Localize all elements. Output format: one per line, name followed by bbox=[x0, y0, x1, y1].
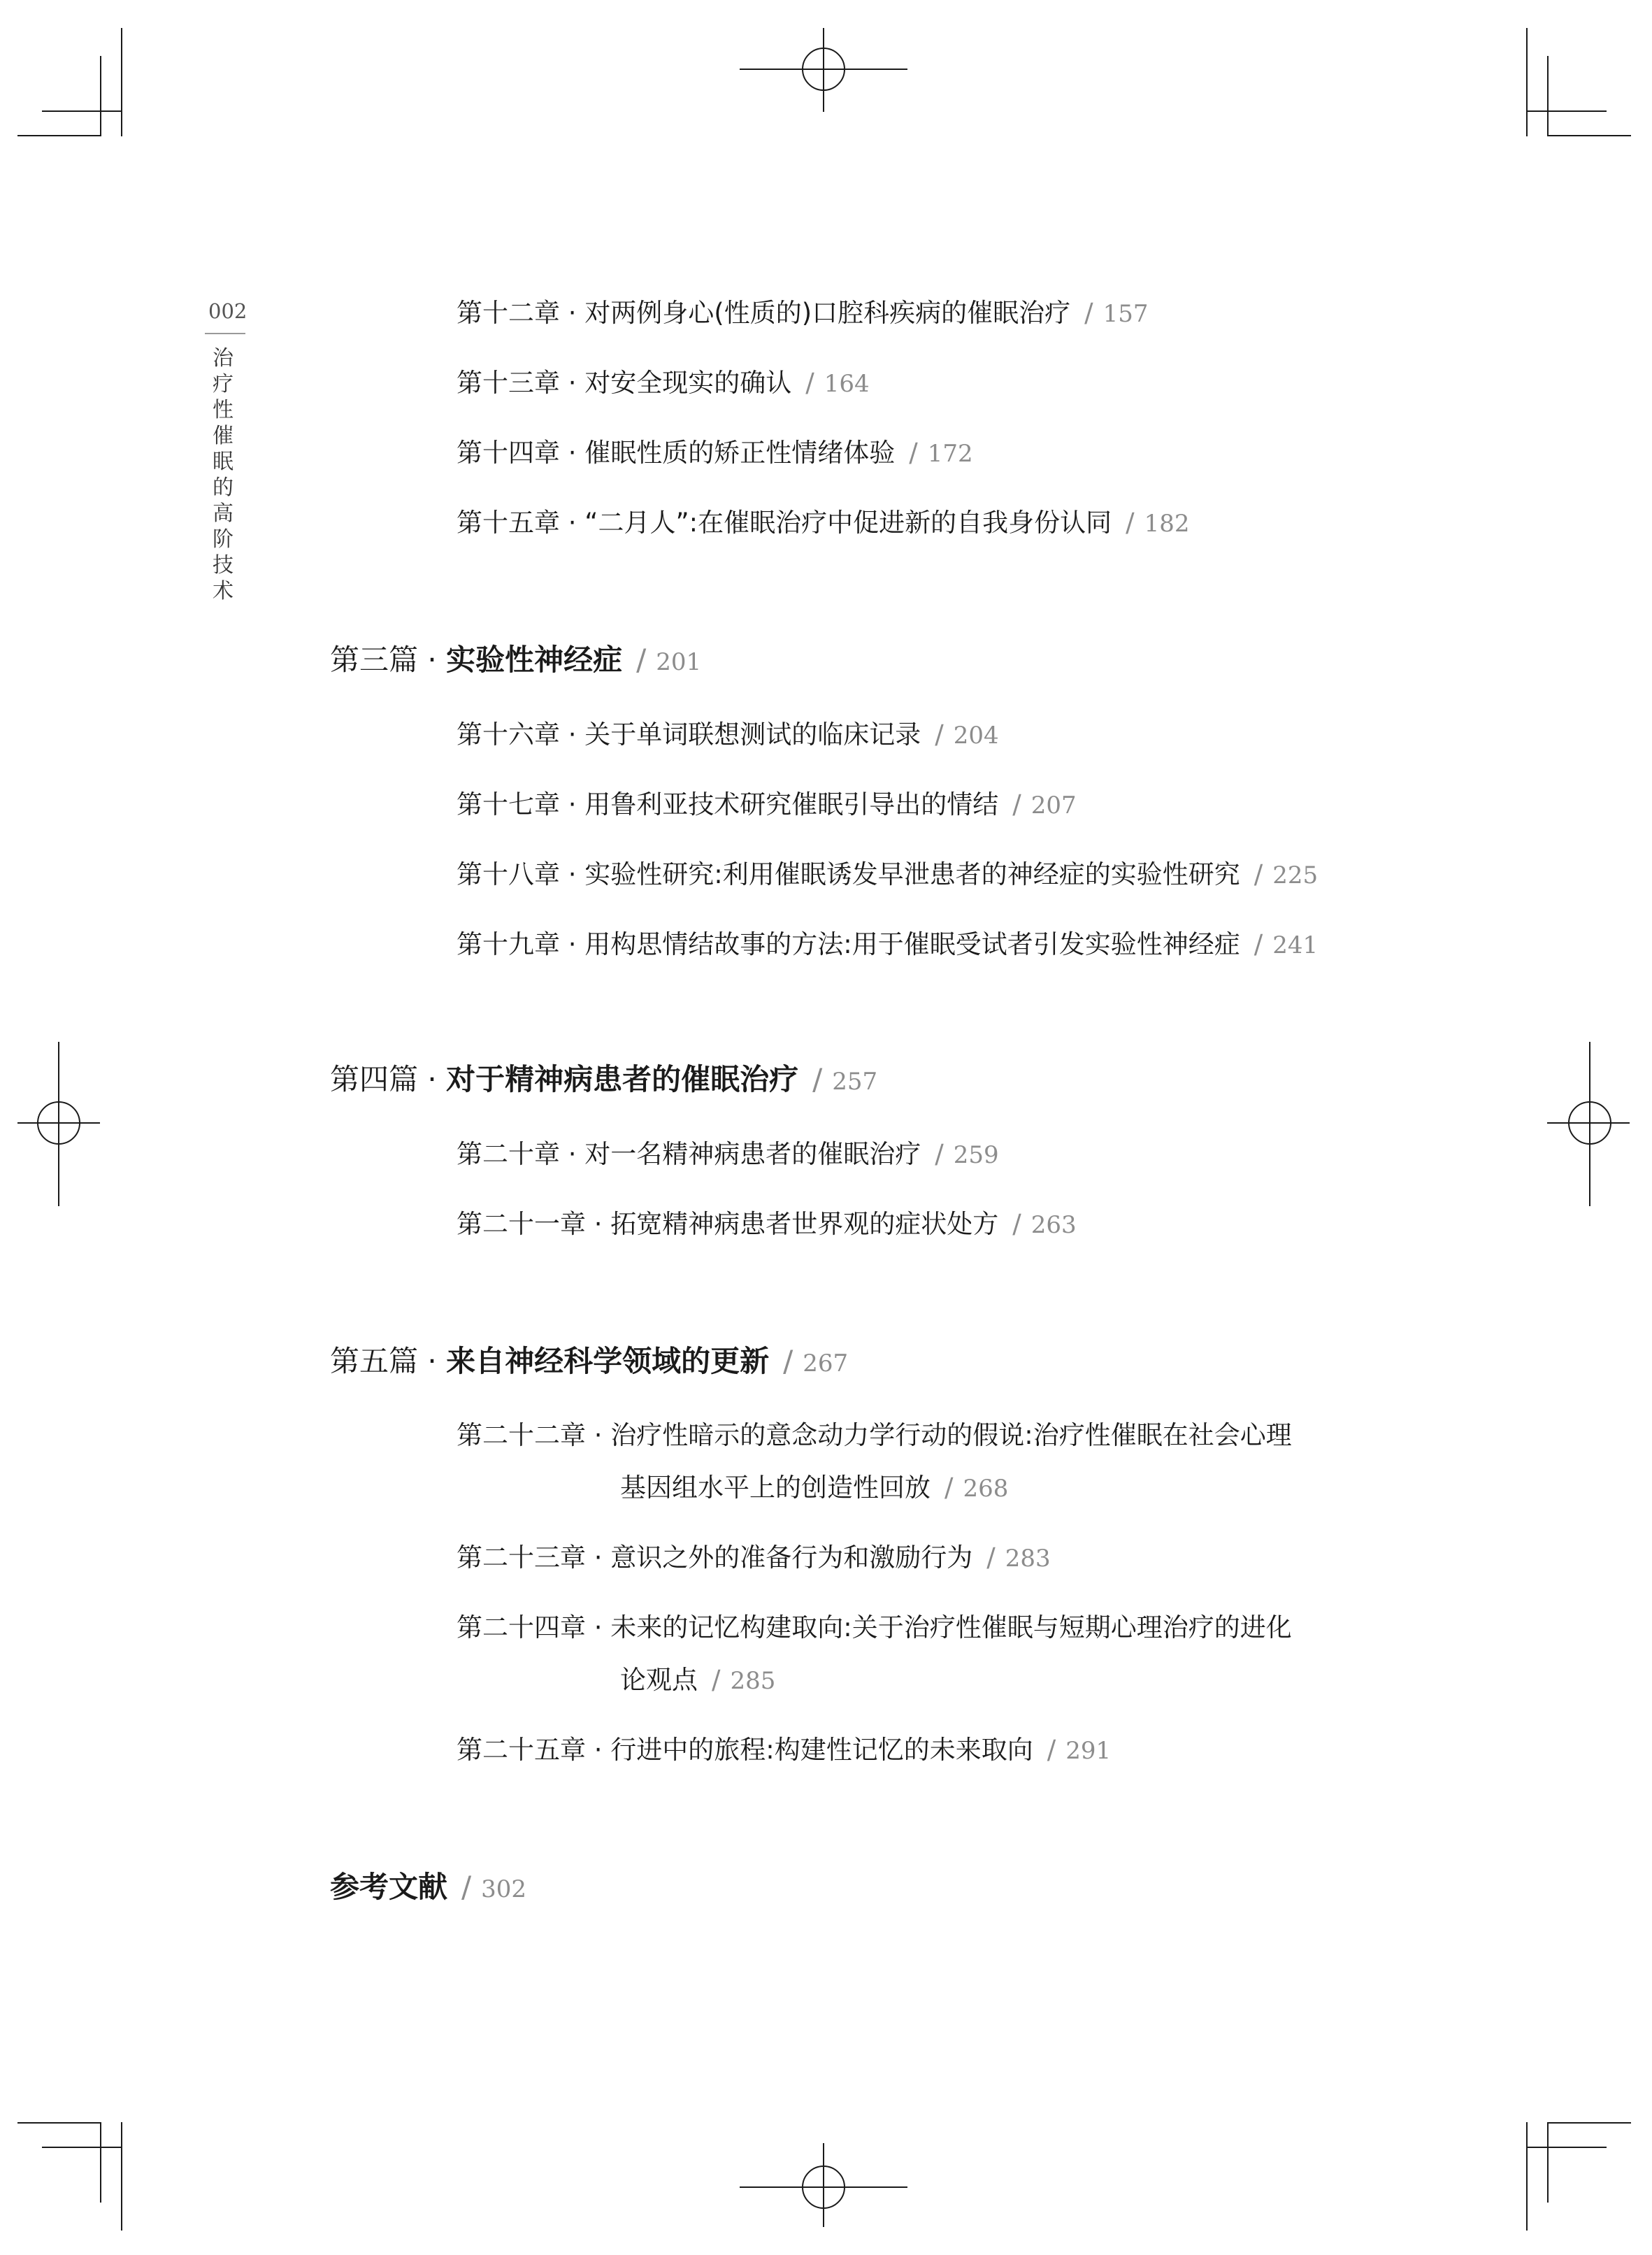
chapter-title: 催眠性质的矫正性情绪体验 bbox=[584, 438, 896, 468]
crop-mark bbox=[1547, 135, 1631, 136]
separator: · bbox=[568, 929, 577, 959]
page-ref: 204 bbox=[953, 722, 999, 750]
separator: · bbox=[594, 1542, 603, 1573]
crop-mark bbox=[1547, 2122, 1549, 2203]
slash: / bbox=[1012, 789, 1021, 819]
separator: · bbox=[568, 789, 577, 819]
crop-mark bbox=[1547, 2122, 1631, 2124]
slash: / bbox=[1084, 298, 1093, 328]
chapter-title: 对一名精神病患者的催眠治疗 bbox=[584, 1139, 921, 1169]
separator: · bbox=[594, 1612, 603, 1642]
registration-circle bbox=[1568, 1101, 1611, 1145]
slash: / bbox=[1254, 929, 1263, 959]
chapter-title: 实验性研究:利用催眠诱发早泄患者的神经症的实验性研究 bbox=[584, 859, 1240, 889]
chapter-label: 第二十一章 bbox=[457, 1209, 586, 1239]
toc-chapter-continuation[interactable] bbox=[620, 1471, 1008, 1505]
chapter-label: 第二十四章 bbox=[457, 1612, 586, 1642]
toc-chapter[interactable] bbox=[457, 928, 1318, 962]
crop-mark bbox=[42, 110, 122, 112]
chapter-title-line2: 论观点 bbox=[620, 1665, 698, 1695]
chapter-label: 第二十二章 bbox=[457, 1420, 586, 1450]
toc-chapter[interactable] bbox=[457, 1419, 1292, 1452]
chapter-label: 第十七章 bbox=[457, 789, 560, 819]
registration-circle bbox=[37, 1101, 80, 1145]
chapter-title: 意识之外的准备行为和激励行为 bbox=[610, 1542, 973, 1573]
chapter-title: “二月人”:在催眠治疗中促进新的自我身份认同 bbox=[584, 508, 1112, 538]
crop-mark bbox=[121, 2122, 122, 2231]
chapter-label: 第十二章 bbox=[457, 298, 560, 328]
chapter-label: 第二十章 bbox=[457, 1139, 560, 1169]
part-label: 第五篇 bbox=[330, 1344, 419, 1378]
chapter-title: 治疗性暗示的意念动力学行动的假说:治疗性催眠在社会心理 bbox=[610, 1420, 1292, 1450]
chapter-title: 用构思情结故事的方法:用于催眠受试者引发实验性神经症 bbox=[584, 929, 1240, 959]
toc-references[interactable] bbox=[330, 1870, 526, 1906]
page-ref: 201 bbox=[656, 648, 702, 676]
crop-mark bbox=[1526, 28, 1528, 136]
page-number: 002 bbox=[208, 299, 247, 323]
slash: / bbox=[783, 1344, 793, 1378]
part-label: 第三篇 bbox=[330, 643, 419, 677]
crop-mark bbox=[1526, 2147, 1607, 2148]
toc-chapter[interactable] bbox=[457, 1611, 1292, 1645]
part-title: 实验性神经症 bbox=[446, 643, 623, 677]
toc-chapter[interactable] bbox=[457, 436, 973, 471]
page-ref: 259 bbox=[953, 1141, 999, 1169]
separator: · bbox=[594, 1420, 603, 1450]
part-label: 第四篇 bbox=[330, 1062, 419, 1096]
separator: · bbox=[594, 1735, 603, 1765]
chapter-title: 关于单词联想测试的临床记录 bbox=[584, 720, 921, 750]
registration-circle bbox=[802, 48, 845, 91]
separator: · bbox=[594, 1209, 603, 1239]
page-ref: 225 bbox=[1272, 861, 1319, 889]
separator: · bbox=[568, 368, 577, 398]
toc-chapter[interactable] bbox=[457, 296, 1149, 331]
toc-chapter[interactable] bbox=[457, 1541, 1051, 1575]
page-ref: 302 bbox=[481, 1875, 527, 1903]
crop-mark bbox=[100, 2122, 101, 2203]
chapter-title-line2: 基因组水平上的创造性回放 bbox=[620, 1473, 931, 1503]
toc-chapter[interactable] bbox=[457, 1733, 1111, 1768]
page-ref: 172 bbox=[927, 440, 973, 468]
slash: / bbox=[1254, 859, 1263, 889]
crop-mark bbox=[121, 28, 122, 136]
chapter-label: 第十八章 bbox=[457, 859, 560, 889]
toc-part[interactable] bbox=[330, 1345, 848, 1380]
chapter-title: 用鲁利亚技术研究催眠引导出的情结 bbox=[584, 789, 999, 819]
toc-chapter[interactable] bbox=[457, 506, 1189, 541]
toc-part[interactable] bbox=[330, 643, 701, 679]
crop-mark bbox=[17, 135, 101, 136]
separator: · bbox=[568, 438, 577, 468]
slash: / bbox=[909, 438, 918, 468]
slash: / bbox=[986, 1542, 996, 1573]
toc-part[interactable] bbox=[330, 1063, 877, 1098]
crop-mark bbox=[1547, 56, 1549, 136]
page-ref: 182 bbox=[1144, 510, 1190, 538]
separator: · bbox=[568, 859, 577, 889]
separator: · bbox=[427, 1344, 437, 1378]
crop-mark bbox=[100, 56, 101, 136]
toc-chapter-continuation[interactable] bbox=[620, 1663, 775, 1698]
page-ref: 263 bbox=[1030, 1211, 1077, 1239]
crop-mark bbox=[17, 2122, 101, 2124]
toc-chapter[interactable] bbox=[457, 1208, 1077, 1242]
crop-mark bbox=[1526, 2122, 1528, 2231]
crop-mark bbox=[42, 2147, 122, 2148]
chapter-title: 拓宽精神病患者世界观的症状处方 bbox=[610, 1209, 999, 1239]
chapter-title: 行进中的旅程:构建性记忆的未来取向 bbox=[610, 1735, 1033, 1765]
chapter-title: 对安全现实的确认 bbox=[584, 368, 792, 398]
chapter-title: 未来的记忆构建取向:关于治疗性催眠与短期心理治疗的进化 bbox=[610, 1612, 1292, 1642]
slash: / bbox=[636, 643, 647, 677]
separator: · bbox=[427, 643, 437, 677]
toc-chapter[interactable] bbox=[457, 366, 870, 401]
side-rule bbox=[205, 333, 245, 334]
page-ref: 285 bbox=[730, 1667, 776, 1695]
toc-chapter[interactable] bbox=[457, 1138, 999, 1172]
chapter-label: 第十五章 bbox=[457, 508, 560, 538]
slash: / bbox=[712, 1665, 721, 1695]
part-title: 对于精神病患者的催眠治疗 bbox=[446, 1062, 799, 1096]
slash: / bbox=[461, 1870, 472, 1904]
separator: · bbox=[568, 720, 577, 750]
chapter-label: 第十三章 bbox=[457, 368, 560, 398]
separator: · bbox=[568, 508, 577, 538]
registration-circle bbox=[802, 2165, 845, 2209]
page-ref: 283 bbox=[1005, 1545, 1051, 1573]
chapter-label: 第十九章 bbox=[457, 929, 560, 959]
page-ref: 157 bbox=[1102, 300, 1149, 328]
separator: · bbox=[568, 1139, 577, 1169]
page-ref: 207 bbox=[1030, 792, 1077, 819]
page-ref: 267 bbox=[803, 1350, 849, 1377]
crop-mark bbox=[1526, 110, 1607, 112]
page-ref: 257 bbox=[832, 1068, 878, 1096]
slash: / bbox=[935, 720, 944, 750]
chapter-label: 第十四章 bbox=[457, 438, 560, 468]
page-ref: 291 bbox=[1065, 1737, 1112, 1765]
slash: / bbox=[1047, 1735, 1056, 1765]
chapter-label: 第二十三章 bbox=[457, 1542, 586, 1573]
slash: / bbox=[805, 368, 814, 398]
page-ref: 268 bbox=[963, 1475, 1009, 1503]
toc-chapter[interactable] bbox=[457, 718, 999, 752]
page-ref: 164 bbox=[824, 370, 870, 398]
part-title: 来自神经科学领域的更新 bbox=[446, 1344, 770, 1378]
slash: / bbox=[935, 1139, 944, 1169]
slash: / bbox=[1012, 1209, 1021, 1239]
toc-chapter[interactable] bbox=[457, 788, 1077, 822]
toc-chapter[interactable] bbox=[457, 858, 1318, 892]
running-title: 治疗性催眠的高阶技术 bbox=[213, 346, 234, 603]
page-ref: 241 bbox=[1272, 931, 1319, 959]
slash: / bbox=[944, 1473, 954, 1503]
chapter-label: 第十六章 bbox=[457, 720, 560, 750]
chapter-label: 第二十五章 bbox=[457, 1735, 586, 1765]
slash: / bbox=[812, 1062, 823, 1096]
separator: · bbox=[568, 298, 577, 328]
separator: · bbox=[427, 1062, 437, 1096]
slash: / bbox=[1126, 508, 1135, 538]
references-title: 参考文献 bbox=[330, 1870, 448, 1904]
chapter-title: 对两例身心(性质的)口腔科疾病的催眠治疗 bbox=[584, 298, 1071, 328]
